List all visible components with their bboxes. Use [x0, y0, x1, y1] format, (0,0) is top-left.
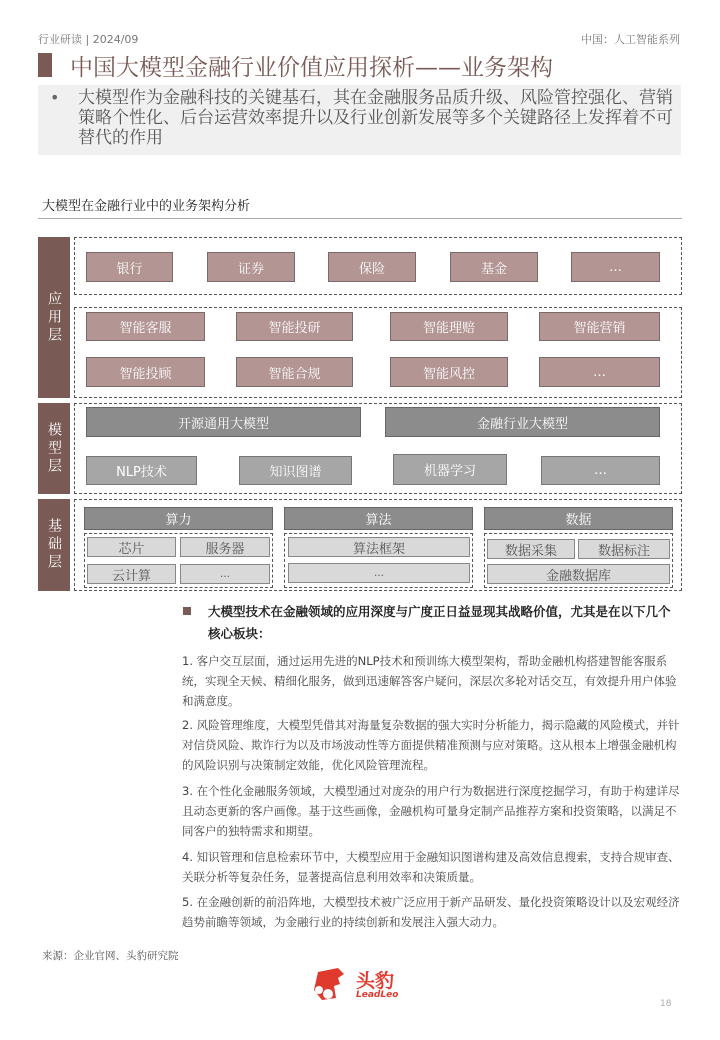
- logo-en: LeadLeo: [356, 990, 399, 1000]
- base-header: 数据: [484, 507, 673, 530]
- industry-box: 保险: [328, 252, 416, 282]
- base-item: 云计算: [87, 564, 176, 584]
- tech-box: 机器学习: [393, 454, 507, 485]
- industry-box: 基金: [450, 252, 538, 282]
- diagram-title: 大模型在金融行业中的业务架构分析: [42, 199, 251, 214]
- layer-label-model: 模型层: [38, 403, 70, 494]
- application-box: 智能风控: [390, 357, 508, 387]
- model-box: 开源通用大模型: [86, 407, 361, 437]
- industry-box: 证券: [207, 252, 295, 282]
- base-item: 服务器: [180, 537, 270, 557]
- point-paragraph: 5. 在金融创新的前沿阵地，大模型技术被广泛应用于新产品研发、量化投资策略设计以及宏观经济趋势前瞻等领域，为金融行业的持续创新和发展注入强大动力。: [182, 895, 680, 929]
- model-box: 金融行业大模型: [385, 407, 660, 437]
- logo-cn: 头豹: [356, 970, 395, 992]
- page-number: 18: [660, 999, 672, 1009]
- application-box: …: [539, 357, 660, 387]
- title-marker: [38, 53, 52, 77]
- point-paragraph: 3. 在个性化金融服务领域，大模型通过对庞杂的用户行为数据进行深度挖掘学习，有助于构建详尽且动态更新的客户画像。基于这些画像，金融机构可量身定制产品推荐方案和投资策略，以满足不同客户的独特需求和期望。: [182, 784, 680, 838]
- base-item: 数据标注: [578, 539, 670, 559]
- base-item: …: [288, 563, 470, 583]
- base-header: 算力: [84, 507, 273, 530]
- square-bullet-icon: [183, 607, 191, 615]
- tech-box: 知识图谱: [239, 456, 352, 485]
- bullet-icon: •: [50, 88, 60, 107]
- industry-box: …: [571, 252, 660, 282]
- base-header: 算法: [284, 507, 473, 530]
- application-box: 智能投顾: [86, 357, 205, 387]
- summary-text: 大模型作为金融科技的关键基石，其在金融服务品质升级、风险管控强化、营销策略个性化、后台运营效率提升以及行业创新发展等多个关键路径上发挥着不可替代的作用: [78, 88, 673, 148]
- source-note: 来源：企业官网、头豹研究院: [42, 950, 179, 962]
- leadleo-logo: [310, 968, 420, 1004]
- base-item: 金融数据库: [487, 564, 670, 584]
- header-right: 中国：人工智能系列: [581, 33, 680, 46]
- application-box: 智能合规: [236, 357, 353, 387]
- point-paragraph: 1. 客户交互层面，通过运用先进的NLP技术和预训练大模型架构，帮助金融机构搭建智能客服系统，实现全天候、精细化服务，做到迅速解答客户疑问，深层次多轮对话交互，有效提升用户体验和满意度。: [182, 654, 677, 708]
- application-box: 智能客服: [86, 312, 205, 341]
- tech-box: …: [541, 456, 660, 485]
- base-item: 数据采集: [487, 539, 575, 559]
- header-left: 行业研读 | 2024/09: [38, 33, 139, 46]
- application-box: 智能营销: [539, 312, 660, 341]
- application-box: 智能投研: [236, 312, 353, 341]
- key-point: 大模型技术在金融领域的应用深度与广度正日益显现其战略价值，尤其是在以下几个核心板块：: [208, 604, 671, 641]
- point-paragraph: 4. 知识管理和信息检索环节中，大模型应用于金融知识图谱构建及高效信息搜索，支持合规审查、关联分析等复杂任务，显著提高信息利用效率和决策质量。: [182, 850, 680, 884]
- tech-box: NLP技术: [86, 456, 197, 485]
- layer-label-app: 应用层: [38, 237, 70, 398]
- page-title: 中国大模型金融行业价值应用探析——业务架构: [70, 55, 553, 81]
- industry-box: 银行: [86, 252, 173, 282]
- layer-label-base: 基础层: [38, 499, 70, 591]
- base-item: 芯片: [87, 537, 176, 557]
- point-paragraph: 2. 风险管理维度，大模型凭借其对海量复杂数据的强大实时分析能力，揭示隐藏的风险模式，并针对信贷风险、欺诈行为以及市场波动性等方面提供精准预测与应对策略。这从根本上增强金融机构的风险识别与决策制定效能，优化风险管理流程。: [182, 718, 680, 772]
- base-item: …: [180, 564, 270, 584]
- base-item: 算法框架: [288, 537, 470, 557]
- application-box: 智能理赔: [390, 312, 508, 341]
- leopard-icon: [310, 964, 350, 1004]
- divider: [38, 218, 682, 219]
